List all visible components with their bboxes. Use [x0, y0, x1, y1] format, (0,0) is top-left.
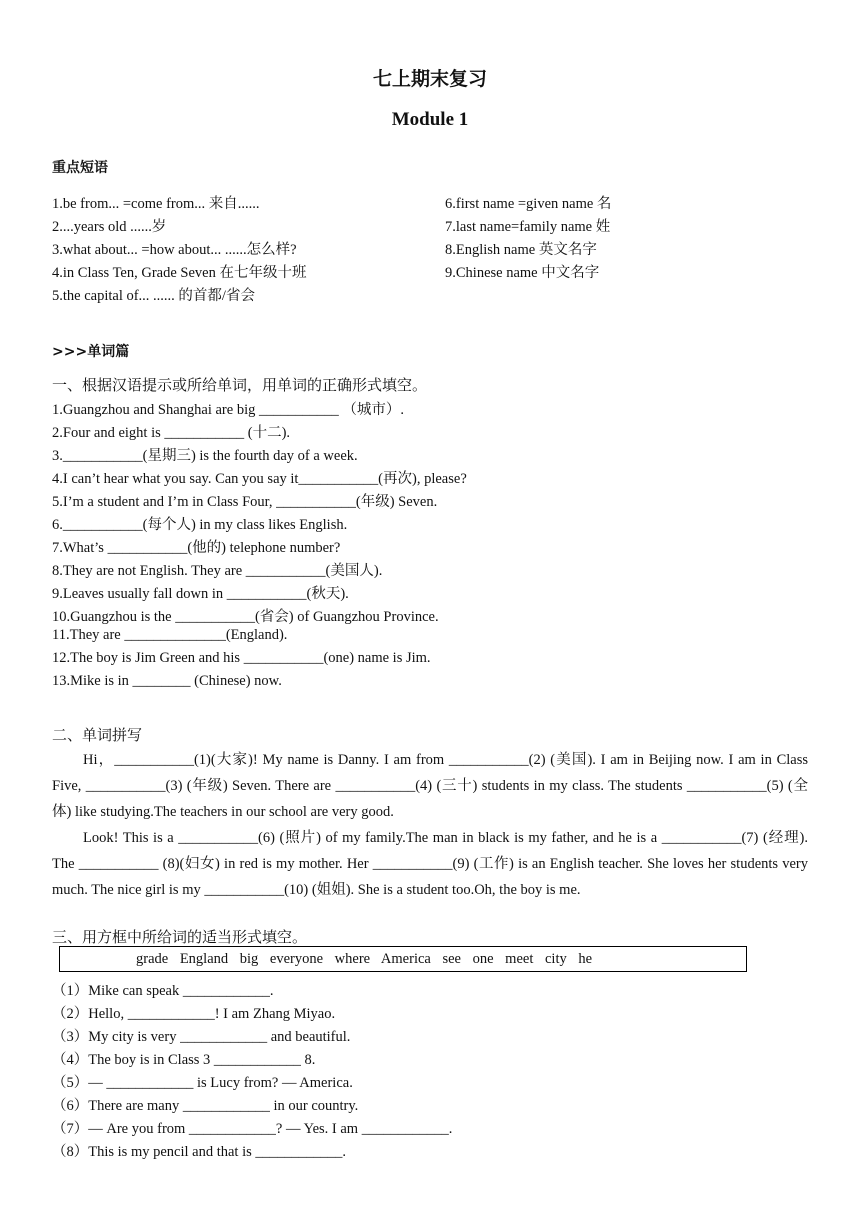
- exercise-item: 5.I’m a student and I’m in Class Four, ___________(年级) Seven.: [52, 494, 438, 510]
- exercise-item: 3.___________(星期三) is the fourth day of a week.: [52, 448, 358, 464]
- phrase-item: 3.what about... =how about... ......怎么样?: [52, 242, 297, 258]
- section2-title: 二、单词拼写: [52, 726, 143, 744]
- exercise-item: （1）Mike can speak ____________.: [52, 983, 274, 999]
- phrase-item: 1.be from... =come from... 来自......: [52, 196, 260, 212]
- exercise-item: （7）— Are you from ____________? — Yes. I am ____________.: [52, 1121, 453, 1137]
- exercise-item: （4）The boy is in Class 3 ____________ 8.: [52, 1052, 316, 1068]
- exercise-item: （8）This is my pencil and that is ____________.: [52, 1144, 347, 1160]
- section1-title: 一、根据汉语提示或所给单词，用单词的正确形式填空。: [52, 376, 428, 394]
- exercise-item: （5）— ____________ is Lucy from? — America.: [52, 1075, 353, 1091]
- exercise-item: 11.They are ______________(England).: [52, 627, 288, 643]
- exercise-item: 2.Four and eight is ___________ (十二).: [52, 425, 291, 441]
- phrase-item: 7.last name=family name 姓: [445, 219, 611, 235]
- phrase-item: 9.Chinese name 中文名字: [445, 265, 600, 281]
- exercise-item: （6）There are many ____________ in our country.: [52, 1098, 359, 1114]
- word-box: [59, 946, 747, 972]
- exercise-item: 8.They are not English. They are ___________(美国人).: [52, 563, 383, 579]
- phrase-item: 8.English name 英文名字: [445, 242, 597, 258]
- phrase-item: 4.in Class Ten, Grade Seven 在七年级十班: [52, 265, 307, 281]
- exercise-item: （2）Hello, ____________! I am Zhang Miyao.: [52, 1006, 336, 1022]
- exercise-item: 10.Guangzhou is the ___________(省会) of Guangzhou Province.: [52, 609, 439, 625]
- cloze-paragraph-2: Look! This is a ___________(6) (照片) of my family.The man in black is my father, and he is a ___________(7) (经理). The ___________ (8)(妇女) in red is my mother. Her ___________(9) (工作) is an English teacher. She loves her students very much. The nice girl is my ___________(10) (姐姐). She is a student too.Oh, the boy is me.: [52, 830, 808, 898]
- phrase-item: 5.the capital of... ...... 的首都/省会: [52, 288, 255, 304]
- section3-title: 三、用方框中所给词的适当形式填空。: [52, 928, 308, 946]
- document-title: 七上期末复习: [372, 68, 487, 90]
- exercise-item: 4.I can’t hear what you say. Can you say it___________(再次), please?: [52, 471, 467, 487]
- vocab-heading: >>>单词篇: [52, 344, 130, 360]
- exercise-item: 13.Mike is in ________ (Chinese) now.: [52, 673, 282, 689]
- exercise-item: 6.___________(每个人) in my class likes English.: [52, 517, 348, 533]
- phrase-item: 6.first name =given name 名: [445, 196, 612, 212]
- exercise-item: 12.The boy is Jim Green and his ___________(one) name is Jim.: [52, 650, 431, 666]
- word-box-words: grade England big everyone where America see one meet city he: [136, 951, 593, 967]
- phrases-heading: 重点短语: [52, 160, 108, 176]
- exercise-item: 9.Leaves usually fall down in ___________(秋天).: [52, 586, 349, 602]
- module-title: Module 1: [391, 109, 469, 130]
- phrase-item: 2....years old ......岁: [52, 219, 167, 235]
- cloze-paragraph-1: Hi，___________(1)(大家)! My name is Danny. I am from ___________(2) (美国). I am in Beijing now. I am in Class Five, ___________(3) (年级) Seven. There are ___________(4) (三十) students in my class. The students ___________(5) (全体) like studying.The teachers in our school are very good.: [52, 752, 808, 820]
- exercise-item: （3）My city is very ____________ and beautiful.: [52, 1029, 351, 1045]
- exercise-item: 7.What’s ___________(他的) telephone number?: [52, 540, 341, 556]
- exercise-item: 1.Guangzhou and Shanghai are big ___________ （城市）.: [52, 402, 404, 418]
